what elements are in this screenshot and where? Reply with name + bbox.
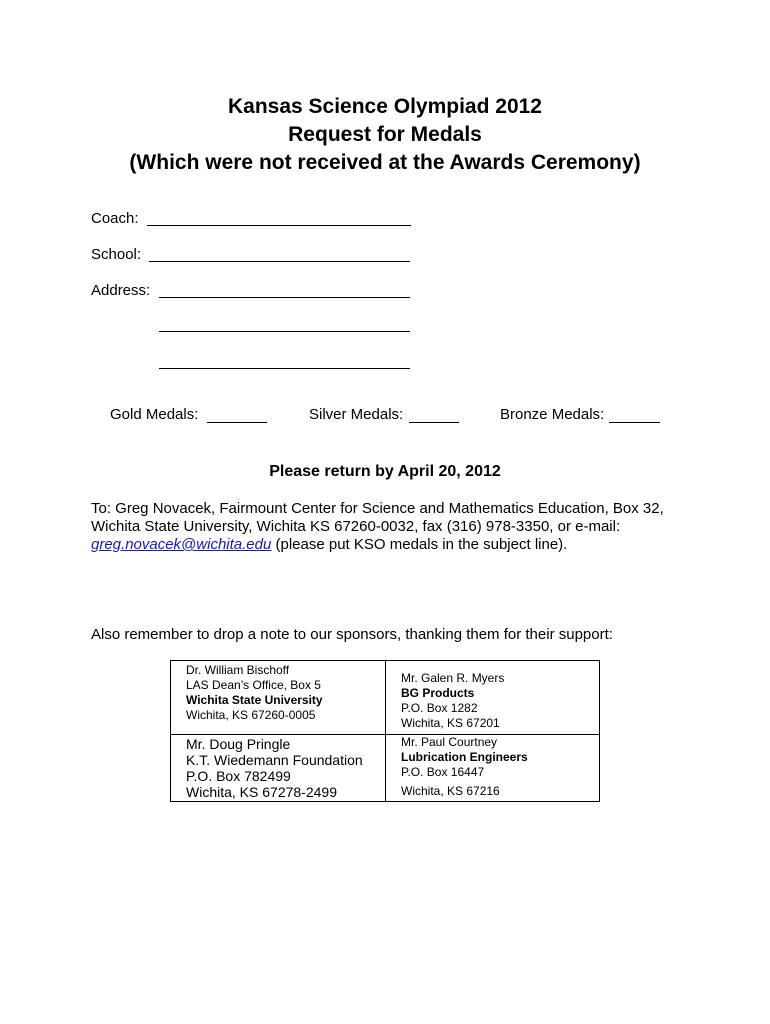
- coach-field-line[interactable]: [147, 225, 411, 226]
- title-line-2: Request for Medals: [288, 123, 482, 146]
- sponsor-city: Wichita, KS 67216: [401, 784, 500, 798]
- gold-medals-field[interactable]: [207, 422, 267, 423]
- sponsor-city: Wichita, KS 67278-2499: [186, 784, 337, 800]
- instructions-line-3: [91, 536, 691, 554]
- address-label: Address:: [91, 282, 151, 299]
- school-field-line[interactable]: [149, 261, 410, 262]
- bronze-medals-label: Bronze Medals:: [500, 406, 605, 423]
- sponsor-cell: [186, 736, 363, 800]
- sponsor-name: Mr. Galen R. Myers: [401, 671, 505, 685]
- sponsor-name: Dr. William Bischoff: [186, 663, 290, 677]
- sponsor-name: Mr. Paul Courtney: [401, 735, 498, 749]
- coach-label: Coach:: [91, 210, 139, 227]
- table-row-divider: [171, 734, 599, 735]
- return-deadline: Please return by April 20, 2012: [269, 463, 501, 480]
- sponsors-table: [170, 660, 600, 802]
- address-field-line-3[interactable]: [159, 368, 410, 369]
- sponsor-cell: [401, 671, 504, 731]
- contact-email-link[interactable]: greg.novacek@wichita.edu: [91, 536, 272, 553]
- sponsor-organization: K.T. Wiedemann Foundation: [186, 752, 363, 768]
- sponsor-organization: BG Products: [401, 686, 475, 700]
- sponsor-city: Wichita, KS 67201: [401, 716, 500, 730]
- bronze-medals-field[interactable]: [609, 422, 660, 423]
- sponsor-address-line: LAS Dean’s Office, Box 5: [186, 678, 321, 692]
- document-title: [0, 93, 770, 177]
- address-field-line-2[interactable]: [159, 331, 410, 332]
- sponsor-cell: [401, 735, 528, 799]
- sponsor-address-line: P.O. Box 1282: [401, 701, 478, 715]
- title-line-3: (Which were not received at the Awards Ceremony): [129, 151, 641, 174]
- instructions-line-1: To: Greg Novacek, Fairmount Center for Science and Mathematics Education, Box 32,: [91, 500, 664, 517]
- title-line-1: Kansas Science Olympiad 2012: [227, 95, 542, 118]
- sponsor-address-line: P.O. Box 782499: [186, 768, 291, 784]
- sponsor-cell: [186, 663, 323, 723]
- return-instructions: [91, 500, 691, 554]
- gold-medals-label: Gold Medals:: [110, 406, 199, 423]
- silver-medals-field[interactable]: [409, 422, 459, 423]
- instructions-line-2: Wichita State University, Wichita KS 67260-0032, fax (316) 978-3350, or e-mail:: [91, 518, 621, 535]
- school-label: School:: [91, 246, 142, 263]
- sponsor-organization: Lubrication Engineers: [401, 750, 528, 764]
- instructions-line-3-rest: (please put KSO medals in the subject line).: [271, 536, 568, 553]
- sponsor-city: Wichita, KS 67260-0005: [186, 708, 316, 722]
- sponsor-note: Also remember to drop a note to our sponsors, thanking them for their support:: [91, 626, 613, 643]
- sponsor-address-line: P.O. Box 16447: [401, 765, 485, 779]
- sponsor-name: Mr. Doug Pringle: [186, 736, 291, 752]
- silver-medals-label: Silver Medals:: [309, 406, 404, 423]
- table-column-divider: [385, 661, 386, 801]
- address-field-line-1[interactable]: [159, 297, 410, 298]
- sponsor-organization: Wichita State University: [186, 693, 323, 707]
